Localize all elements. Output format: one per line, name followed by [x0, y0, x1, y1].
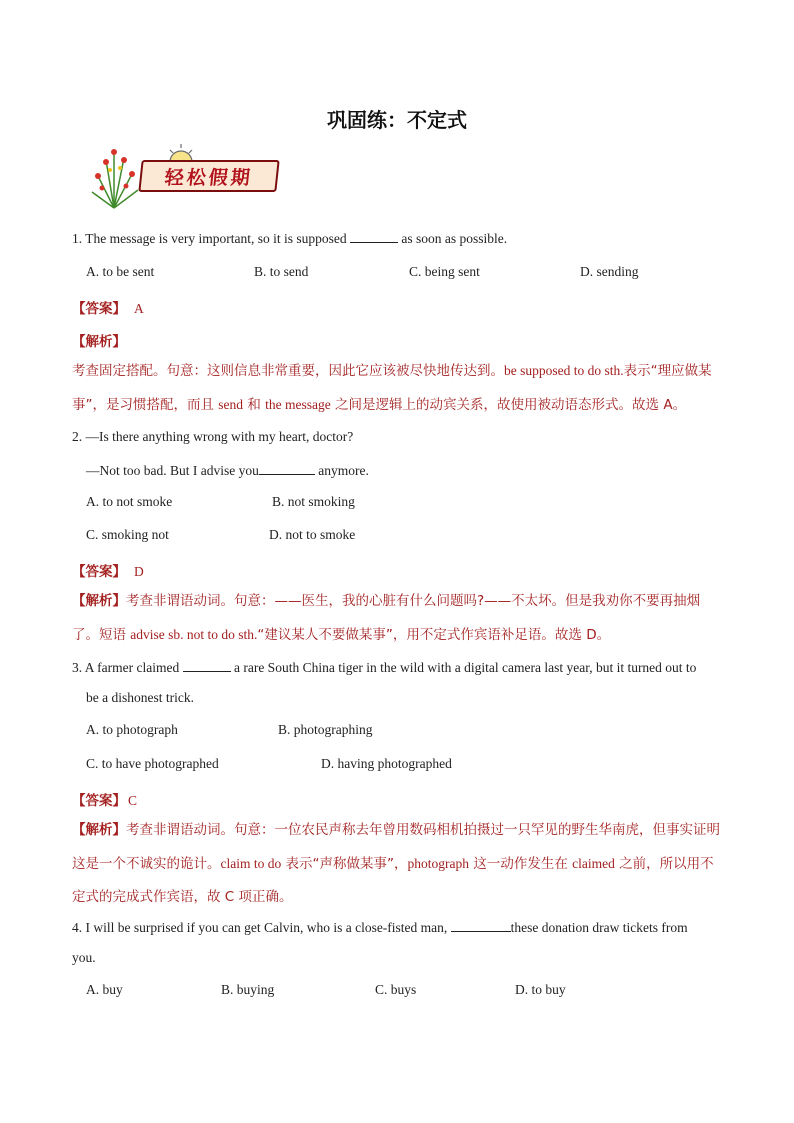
q2-option-d: D. not to smoke [269, 527, 356, 542]
q1-option-d: D. sending [580, 264, 639, 279]
q1-option-a: A. to be sent [86, 264, 155, 279]
question-2-stem: 2. —Is there anything wrong with my heart, doctor? [72, 429, 354, 444]
page-title: 巩固练：不定式 [327, 108, 467, 132]
q3-option-b: B. photographing [278, 722, 373, 737]
question-4-stem-cont: you. [72, 950, 96, 965]
q2-answer: 【答案】 D [72, 564, 144, 580]
q4-option-c: C. buys [375, 982, 417, 997]
flower-icon [84, 140, 144, 210]
question-3-stem: 3. A farmer claimed a rare South China tiger in the wild with a digital camera last year, but it turned out to [72, 660, 697, 675]
q3-option-c: C. to have photographed [86, 756, 219, 771]
q2-option-c: C. smoking not [86, 527, 169, 542]
q4-option-a: A. buy [86, 982, 123, 997]
q1-option-c: C. being sent [409, 264, 480, 279]
holiday-logo [84, 140, 274, 210]
q3-option-d: D. having photographed [321, 756, 452, 771]
q1-analysis-label: 【解析】 [72, 334, 126, 350]
q4-option-b: B. buying [221, 982, 275, 997]
question-1-stem: 1. The message is very important, so it is supposed as soon as possible. [72, 231, 508, 246]
question-3-stem-cont: be a dishonest trick. [86, 690, 194, 705]
q4-option-d: D. to buy [515, 982, 566, 997]
question-2-reply: —Not too bad. But I advise you anymore. [86, 463, 369, 478]
logo-text: 轻松假期 [138, 160, 279, 192]
q3-option-a: A. to photograph [86, 722, 178, 737]
q1-answer: 【答案】 A [72, 301, 144, 317]
q3-answer: 【答案】 C [72, 793, 138, 809]
answer-blank [350, 229, 398, 243]
q2-option-a: A. to not smoke [86, 494, 173, 509]
q2-analysis: 【解析】考查非谓语动词。句意：——医生，我的心脏有什么问题吗?——不太坏。但是我劝你不要再抽烟了。短语 advise sb. not to do sth.“建议某人不要做某事”，用不定式作宾语补足语。故选 D。 [72, 593, 701, 643]
q2-option-b: B. not smoking [272, 494, 355, 509]
answer-blank [183, 658, 231, 672]
q3-analysis: 【解析】考查非谓语动词。句意：一位农民声称去年曾用数码相机拍摄过一只罕见的野生华南虎，但事实证明这是一个不诚实的诡计。claim to do 表示“声称做某事”，photograph 这一动作发生在 claimed 之前，所以用不定式的完成式作宾语，故 C 项正确。 [72, 822, 720, 905]
q1-option-b: B. to send [254, 264, 309, 279]
q1-analysis: 考查固定搭配。句意：这则信息非常重要，因此它应该被尽快地传达到。be supposed to do sth.表示“理应做某事”，是习惯搭配，而且 send 和 the message 之间是逻辑上的动宾关系，故使用被动语态形式。故选 A。 [72, 363, 712, 413]
answer-blank [259, 461, 315, 475]
question-4-stem: 4. I will be surprised if you can get Calvin, who is a close-fisted man, these donation draw tickets from [72, 920, 688, 935]
answer-blank [451, 918, 511, 932]
